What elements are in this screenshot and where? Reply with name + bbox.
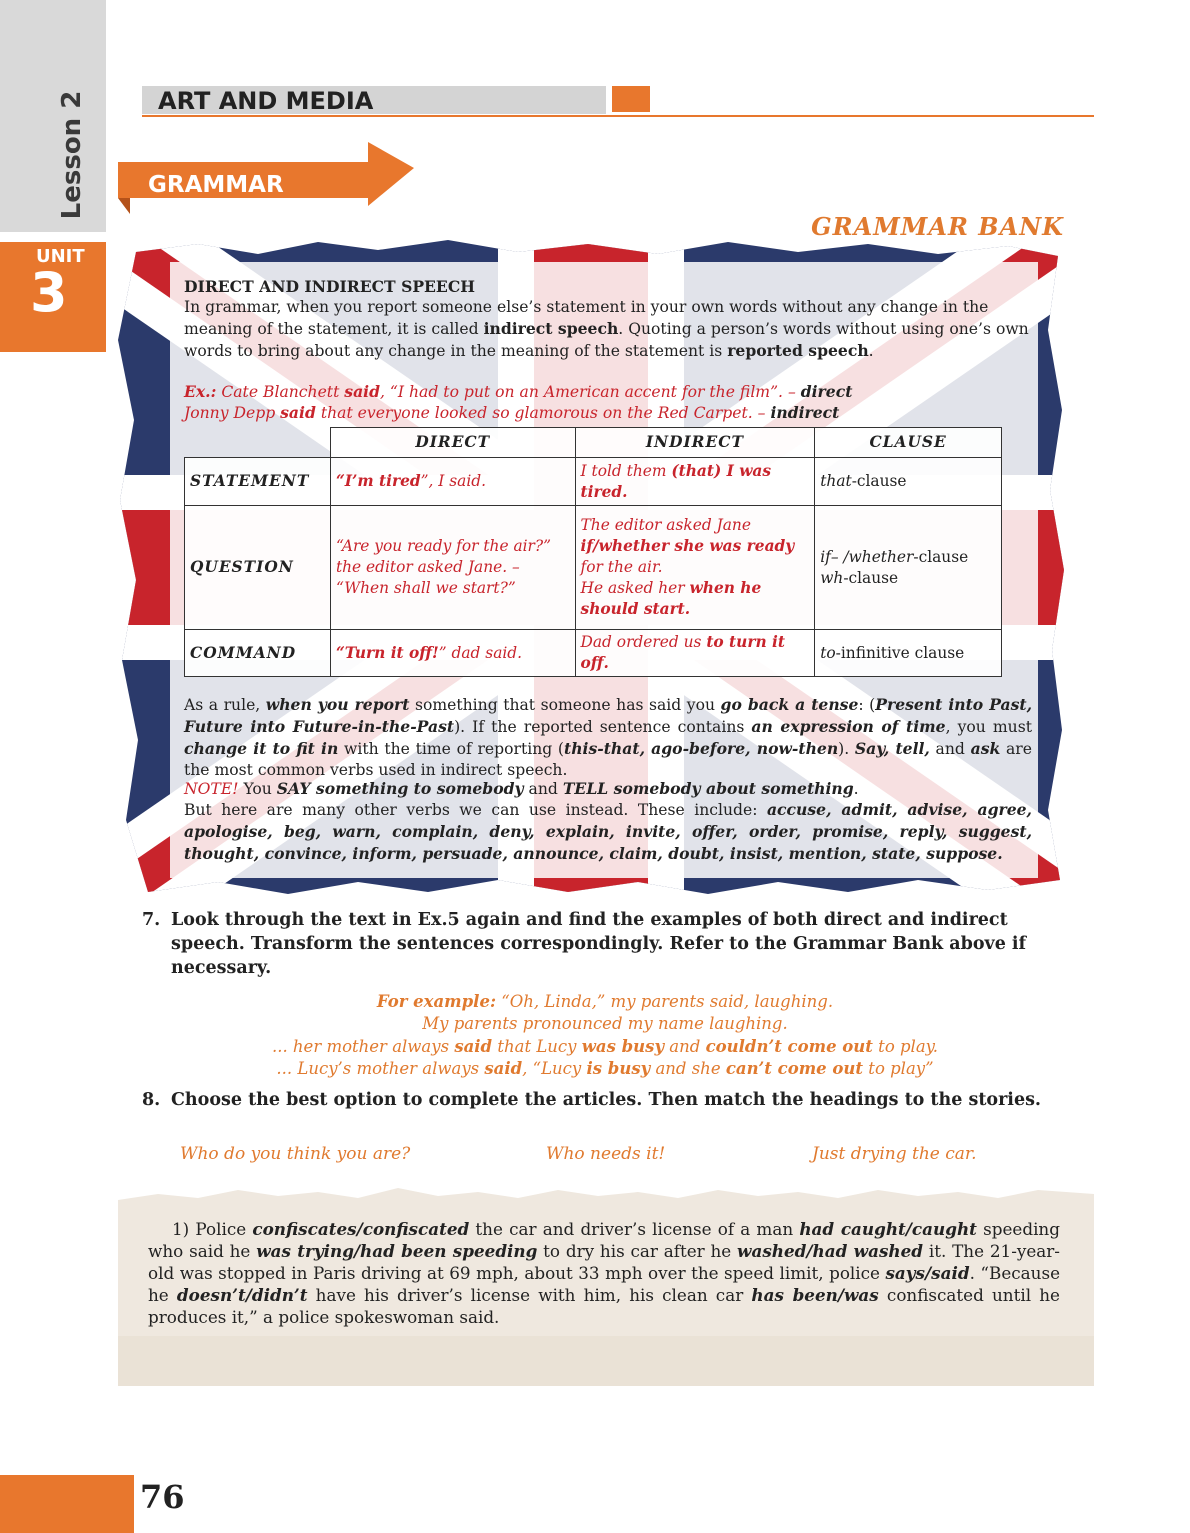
lesson-label: Lesson 2 bbox=[57, 90, 87, 220]
task-7-number: 7. bbox=[142, 910, 161, 930]
table-row bbox=[185, 630, 1002, 677]
unit-label: UNIT bbox=[36, 246, 85, 267]
intro-paragraph: In grammar, when you report someone else’s statement in your own words without any change in the meaning of the statement, it is called indirect speech. Quoting a person’s words without using one’s own words to bring about any change in the meaning of the statement is reported speech. bbox=[184, 298, 1029, 360]
task-8-number: 8. bbox=[142, 1090, 161, 1110]
table-corner bbox=[185, 428, 331, 458]
row-label-statement: STATEMENT bbox=[185, 458, 331, 506]
task-8-instructions: Choose the best option to complete the articles. Then match the headings to the stories. bbox=[171, 1090, 1042, 1110]
speech-table bbox=[184, 427, 1002, 677]
heading-option: Just drying the car. bbox=[812, 1144, 977, 1164]
header-direct: DIRECT bbox=[330, 428, 575, 458]
example-line: ... Lucy’s mother always said, “Lucy is busy and she can’t come out to play” bbox=[276, 1059, 934, 1078]
verbs-paragraph: But here are many other verbs we can use instead. These include: accuse, admit, advise, agree, apologise, beg, warn, complain, deny, explain, invite, offer, order, promise, reply, suggest, thought, convince, inform, persuade, announce, claim, doubt, insist, mention, state, suppose. bbox=[184, 800, 1032, 863]
cell-clause-command: to-infinitive clause bbox=[815, 630, 1002, 677]
cell-clause-statement: that-clause bbox=[815, 458, 1002, 506]
header-indirect: INDIRECT bbox=[575, 428, 815, 458]
note-line: NOTE! You SAY something to somebody and TELL somebody about something. bbox=[184, 779, 859, 798]
story-1 bbox=[148, 1218, 1060, 1328]
page-number-bar bbox=[0, 1475, 134, 1533]
cell-indirect-statement: I told them (that) I was tired. bbox=[575, 458, 815, 506]
grammar-bank-heading: DIRECT AND INDIRECT SPEECH bbox=[184, 277, 475, 296]
table-row bbox=[185, 506, 1002, 630]
cell-direct-command: “Turn it off!” dad said. bbox=[330, 630, 575, 677]
headings-row bbox=[0, 1144, 1190, 1170]
cell-indirect-question: The editor asked Jane if/whether she was ready for the air. He asked her when he should start. bbox=[575, 506, 815, 630]
heading-option: Who needs it! bbox=[546, 1144, 666, 1164]
cell-clause-question: if– /whether-clause wh-clause bbox=[815, 506, 1002, 630]
cell-direct-question: “Are you ready for the air?” the editor asked Jane. – “When shall we start?” bbox=[330, 506, 575, 630]
example-line: ... her mother always said that Lucy was busy and couldn’t come out to play. bbox=[271, 1037, 939, 1056]
page-title: ART AND MEDIA bbox=[158, 87, 374, 115]
header-rule bbox=[142, 115, 1094, 117]
example-direct: Ex.: Cate Blanchett said, “I had to put on an American accent for the film”. – direct bbox=[184, 382, 853, 401]
example-line: For example: “Oh, Linda,” my parents said, laughing. bbox=[376, 992, 834, 1011]
story-1-text: 1) Police confiscates/confiscated the car and driver’s license of a man had caught/caught speeding who said he was trying/had been speeding to dry his car after he washed/had washed it. The 21-year-old was stopped in Paris driving at 69 mph, about 33 mph over the speed limit, police says/said. “Because he doesn’t/didn’t have his driver’s license with him, his clean car has been/was confiscated until he produces it,” a police spokeswoman said. bbox=[148, 1219, 1060, 1327]
unit-number: 3 bbox=[30, 261, 68, 324]
cell-direct-statement: “I’m tired”, I said. bbox=[330, 458, 575, 506]
heading-option: Who do you think you are? bbox=[180, 1144, 411, 1164]
row-label-question: QUESTION bbox=[185, 506, 331, 630]
task-7 bbox=[142, 908, 1066, 980]
row-label-command: COMMAND bbox=[185, 630, 331, 677]
cell-indirect-command: Dad ordered us to turn it off. bbox=[575, 630, 815, 677]
task-7-instructions: Look through the text in Ex.5 again and find the examples of both direct and indirect speech. Transform the sentences correspondingly. Refer to the Grammar Bank above if necessary. bbox=[171, 910, 1027, 978]
page-number: 76 bbox=[140, 1478, 185, 1516]
grammar-bank-title: GRAMMAR BANK bbox=[811, 212, 1064, 241]
rule-paragraph: As a rule, when you report something that someone has said you go back a tense: (Present into Past, Future into Future-in-the-Past). If the reported sentence contains an expression of time, you must change it to fit in with the time of reporting (this-that, ago-before, now-then). Say, tell, and ask are the most common verbs used in indirect speech. bbox=[184, 695, 1033, 779]
task-8 bbox=[142, 1088, 1066, 1112]
section-label: GRAMMAR bbox=[148, 172, 284, 198]
unit-badge bbox=[0, 242, 106, 352]
header-clause: CLAUSE bbox=[815, 428, 1002, 458]
header-accent-square bbox=[612, 86, 650, 112]
example-line: My parents pronounced my name laughing. bbox=[422, 1014, 788, 1033]
example-indirect: Jonny Depp said that everyone looked so glamorous on the Red Carpet. – indirect bbox=[184, 403, 840, 422]
table-row bbox=[185, 458, 1002, 506]
